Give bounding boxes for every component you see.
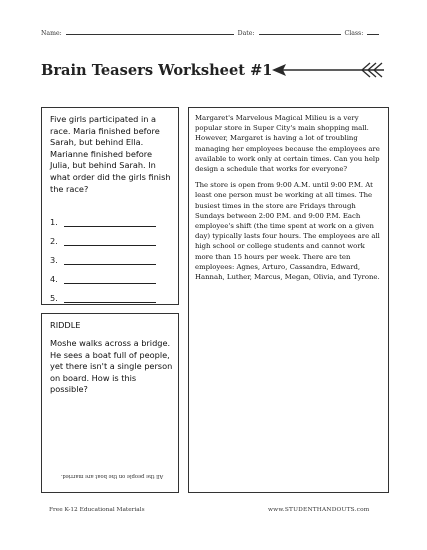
race-puzzle-text: Five girls participated in a race. Maria finished before Sarah, but behind Ella. Marianne finished before Julia, but behind Sarah. In what order did the girls finish the race? (50, 114, 171, 194)
answer-number: 3. (50, 255, 58, 265)
footer-right: www.STUDENTHANDOUTS.com (268, 507, 370, 513)
schedule-puzzle-text (195, 113, 383, 288)
name-blank (66, 28, 234, 35)
name-label: Name: (41, 30, 62, 37)
riddle-answer-upside-down: All the people on the boat are married. (60, 473, 164, 479)
answer-blank[interactable] (64, 294, 156, 303)
date-label: Date: (237, 30, 255, 37)
decorative-arrow-icon (270, 59, 388, 81)
answer-blank[interactable] (64, 218, 156, 227)
riddle-text: Moshe walks across a bridge. He sees a boat full of people, yet there isn't a single person on board. How is this possible? (50, 338, 173, 395)
date-blank (259, 28, 341, 35)
answer-row (50, 246, 174, 265)
answer-blank[interactable] (64, 256, 156, 265)
answer-row (50, 227, 174, 246)
answer-number: 4. (50, 274, 58, 284)
race-answer-list (50, 208, 174, 303)
riddle-heading: RIDDLE (50, 320, 81, 330)
class-label: Class: (344, 30, 364, 37)
footer-left: Free K-12 Educational Materials (49, 507, 145, 513)
answer-row (50, 208, 174, 227)
answer-blank[interactable] (64, 237, 156, 246)
riddle-box (41, 313, 179, 493)
schedule-paragraph-intro: Margaret's Marvelous Magical Milieu is a very popular store in Super City's main shopping mall. However, Margaret is having a lot of troubling managing her employees because the employees are available to work only at certain times. Can you help design a schedule that works for everyone? (195, 114, 380, 174)
answer-number: 1. (50, 217, 58, 227)
race-puzzle-box (41, 107, 179, 305)
schedule-paragraph-details: The store is open from 9:00 A.M. until 9:00 P.M. At least one person must be working at all times. The busiest times in the store are Fridays through Sundays between 2:00 P.M. and 9:00 P.M. Each employee's shift (the time spent at work on a given day) typically lasts four hours. The employees are all high school or college students and cannot work more than 15 hours per week. There are ten employees: Agnes, Arturo, Cassandra, Edward, Hannah, Luther, Marcus, Megan, Olivia, and Tyrone. (195, 181, 380, 282)
answer-number: 5. (50, 293, 58, 303)
answer-row (50, 284, 174, 303)
answer-row (50, 265, 174, 284)
page-title: Brain Teasers Worksheet #1 (41, 62, 273, 79)
answer-number: 2. (50, 236, 58, 246)
header-fields (41, 28, 391, 37)
class-blank (367, 28, 379, 35)
answer-blank[interactable] (64, 275, 156, 284)
schedule-puzzle-box (188, 107, 389, 493)
